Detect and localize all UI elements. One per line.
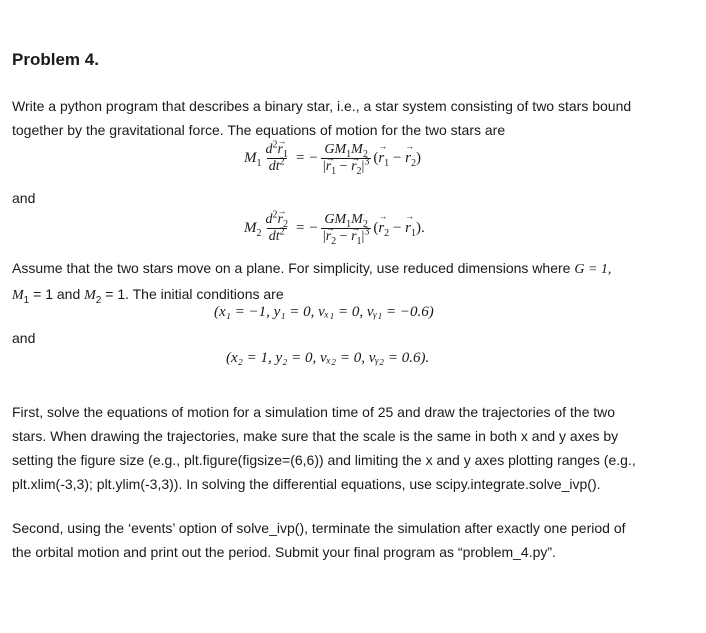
- eq2-equals: =: [295, 220, 305, 236]
- eq1-lhs-fraction: [264, 139, 290, 175]
- assume-line-2: $M_1 = 1$ and $M_2 = 1$. The initial conditions are: [12, 286, 284, 306]
- first-line-1: First, solve the equations of motion for a simulation time of 25 and draw the trajectories of the two: [12, 404, 616, 420]
- equation-motion-star-2: [244, 209, 425, 247]
- assume-line-1: Assume that the two stars move on a plane. For simplicity, use reduced dimensions where G = 1,: [12, 260, 612, 277]
- second-line-1: Second, using the ‘events’ option of solve_ivp(), terminate the simulation after exactly one period of: [12, 520, 626, 536]
- eq1-equals: =: [295, 150, 305, 166]
- eq1-rhs-fraction: [321, 142, 371, 175]
- problem-title: Problem 4.: [12, 50, 99, 69]
- assume-paragraph: [12, 256, 696, 308]
- eq1-lhs-numerator: $d^2\to r_1$: [264, 142, 290, 158]
- and-label-1: and: [12, 190, 36, 206]
- eq2-lhs-numerator: $d^2\to r_2$: [264, 212, 290, 228]
- eq2-rhs-numerator: $GM_1M_2$: [324, 212, 368, 230]
- eq1-rhs-denominator: |→ $r_1$ − → $r_2|^3$: [321, 158, 371, 175]
- eq1-minus: −: [309, 150, 318, 166]
- eq1-rhs-numerator: $GM_1M_2$: [324, 142, 368, 160]
- eq2-mass: $M_2$: [244, 220, 262, 239]
- first-line-2: stars. When drawing the trajectories, make sure that the scale is the same in both x and y axes by: [12, 428, 619, 444]
- equation-motion-star-1: [244, 139, 421, 177]
- second-instruction-paragraph: [12, 516, 696, 564]
- eq2-lhs-fraction: [264, 209, 290, 245]
- initial-conditions-star-1: (x₁ = −1, y₁ = 0, vₓ₁ = 0, vᵧ₁ = −0.6): [214, 304, 434, 320]
- eq2-lhs-denominator: $dt^2$: [268, 226, 285, 244]
- intro-line-1: Write a python program that describes a binary star, i.e., a star system consisting of two stars bound: [12, 98, 632, 114]
- intro-paragraph: [12, 94, 696, 142]
- eq2-rhs-denominator: |→ $r_2$ − → $r_1|^3$: [321, 228, 371, 245]
- second-line-2: the orbital motion and print out the period. Submit your final program as “problem_4.py”.: [12, 544, 556, 560]
- eq1-mass: $M_1$: [244, 150, 262, 169]
- eq1-tail: (→ $r_1$ − → $r_2$): [373, 150, 421, 167]
- and-label-2: and: [12, 330, 36, 346]
- eq2-minus: −: [309, 220, 318, 236]
- eq2-rhs-fraction: [321, 212, 371, 245]
- first-line-4: plt.xlim(-3,3); plt.ylim(-3,3)). In solving the differential equations, use scipy.integrate.solve_ivp().: [12, 476, 601, 492]
- first-instruction-paragraph: [12, 400, 696, 496]
- initial-conditions-star-2: (x₂ = 1, y₂ = 0, vₓ₂ = 0, vᵧ₂ = 0.6).: [226, 350, 430, 366]
- intro-line-2: together by the gravitational force. The equations of motion for the two stars are: [12, 122, 506, 138]
- eq2-tail: (→ $r_2$ − → $r_1$).: [373, 220, 424, 237]
- eq1-lhs-denominator: $dt^2$: [268, 156, 285, 174]
- first-line-3: setting the figure size (e.g., plt.figure(figsize=(6,6)) and limiting the x and y axes plotting ranges (e.g.,: [12, 452, 636, 468]
